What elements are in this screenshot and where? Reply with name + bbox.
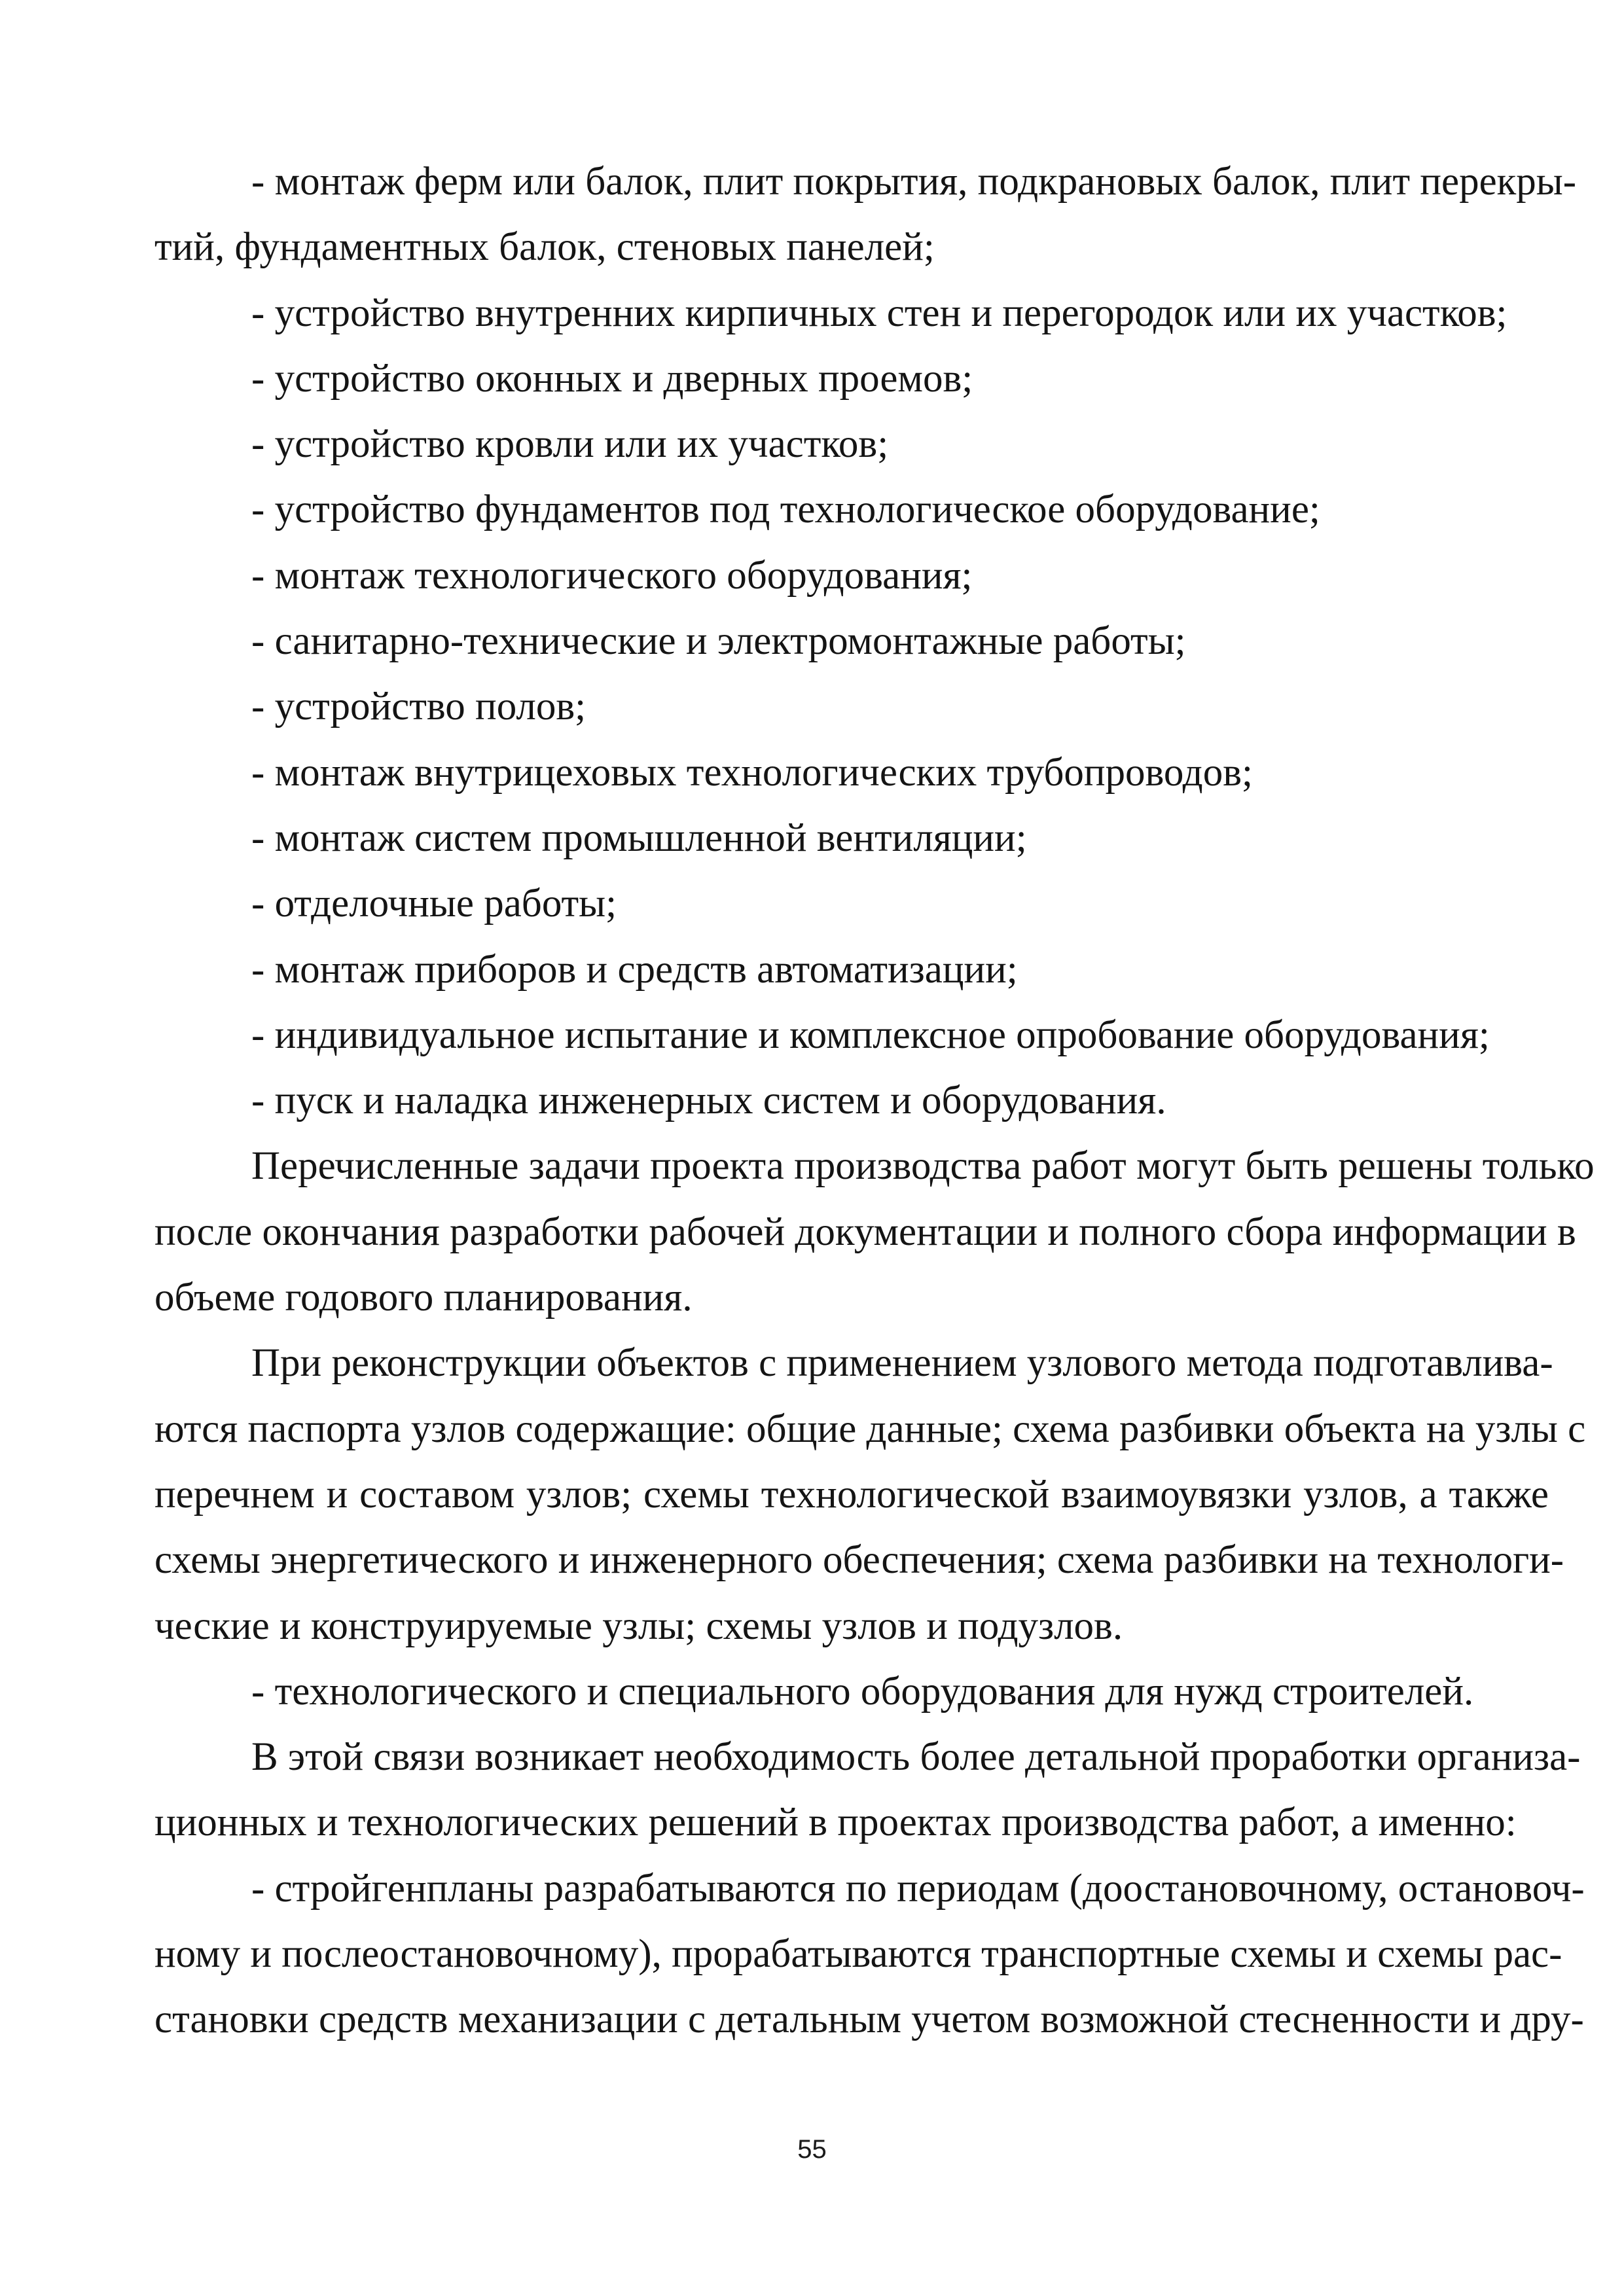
text-line: - монтаж технологического оборудования; (251, 553, 973, 598)
body-text (154, 149, 1595, 2053)
text-line: - устройство полов; (251, 685, 586, 729)
text-line: схемы энергетического и инженерного обеспечения; схема разбивки на технологи- (154, 1538, 1564, 1583)
text-line: - монтаж внутрицеховых технологических трубопроводов; (251, 750, 1253, 795)
text-line: - индивидуальное испытание и комплексное опробование оборудования; (251, 1013, 1490, 1057)
text-line: При реконструкции объектов с применением узлового метода подготавлива- (251, 1341, 1553, 1386)
text-line: В этой связи возникает необходимость более детальной проработки организа- (251, 1735, 1581, 1780)
text-line: - устройство оконных и дверных проемов; (251, 356, 973, 401)
text-line: - санитарно-технические и электромонтажные работы; (251, 619, 1186, 664)
text-line: - стройгенпланы разрабатываются по периодам (доостановочному, остановоч- (251, 1866, 1585, 1910)
text-line: ются паспорта узлов содержащие: общие данные; схема разбивки объекта на узлы с (154, 1407, 1586, 1451)
text-line: ционных и технологических решений в проектах производства работ, а именно: (154, 1801, 1517, 1845)
text-line: - устройство фундаментов под технологическое оборудование; (251, 488, 1320, 532)
page-number: 55 (797, 2135, 827, 2164)
text-line: - устройство внутренних кирпичных стен и перегородок или их участков; (251, 291, 1507, 335)
text-line: перечнем и составом узлов; схемы технологической взаимоувязки узлов, а также (154, 1472, 1549, 1516)
text-line: ному и послеостановочному), прорабатываются транспортные схемы и схемы рас- (154, 1932, 1562, 1977)
text-line: тий, фундаментных балок, стеновых панелей; (154, 225, 935, 270)
text-line: - пуск и наладка инженерных систем и оборудования. (251, 1079, 1166, 1123)
text-line: после окончания разработки рабочей документации и полного сбора информации в (154, 1210, 1576, 1254)
text-line: - монтаж приборов и средств автоматизации; (251, 947, 1018, 992)
text-line: Перечисленные задачи проекта производства работ могут быть решены только (251, 1144, 1595, 1189)
text-line: - отделочные работы; (251, 882, 617, 926)
text-line: - монтаж систем промышленной вентиляции; (251, 816, 1027, 860)
text-line: объеме годового планирования. (154, 1276, 693, 1320)
text-line: становки средств механизации с детальным учетом возможной стесненности и дру- (154, 1998, 1584, 2042)
text-line: ческие и конструируемые узлы; схемы узлов и подузлов. (154, 1604, 1123, 1648)
text-line: - устройство кровли или их участков; (251, 422, 889, 467)
text-line: - монтаж ферм или балок, плит покрытия, подкрановых балок, плит перекры- (251, 160, 1577, 204)
text-line: - технологического и специального оборудования для нужд строителей. (251, 1669, 1474, 1713)
